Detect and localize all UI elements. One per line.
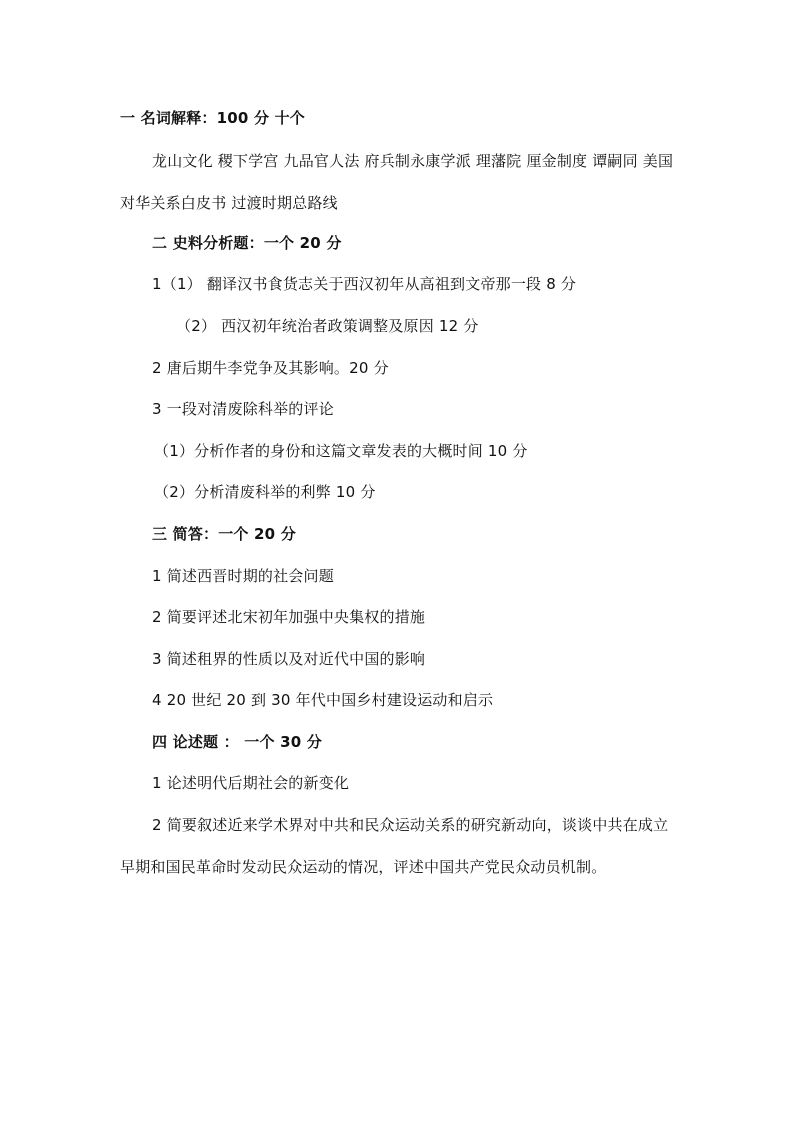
- section-2-item: （2） 西汉初年统治者政策调整及原因 12 分: [176, 317, 479, 335]
- section-3-item: 2 简要评述北宋初年加强中央集权的措施: [152, 608, 426, 626]
- section-3-heading: 三 简答：一个 20 分: [152, 525, 296, 543]
- section-3-item: 3 简述租界的性质以及对近代中国的影响: [152, 650, 426, 668]
- section-1-terms: 龙山文化 稷下学宫 九品官人法 府兵制永康学派 理藩院 厘金制度 谭嗣同 美国对华关系白皮书 过渡时期总路线: [120, 152, 674, 212]
- section-2-item: （2）分析清废科举的利弊 10 分: [154, 483, 376, 501]
- section-2-item: 2 唐后期牛李党争及其影响。20 分: [152, 359, 389, 377]
- section-2-item: 1（1） 翻译汉书食货志关于西汉初年从高祖到文帝那一段 8 分: [152, 275, 577, 293]
- section-2-item: 3 一段对清废除科举的评论: [152, 400, 334, 418]
- section-3-item: 4 20 世纪 20 到 30 年代中国乡村建设运动和启示: [152, 691, 494, 709]
- section-3-item: 1 简述西晋时期的社会问题: [152, 567, 334, 585]
- section-1-heading: 一 名词解释：100 分 十个: [120, 109, 305, 127]
- section-2-item: （1）分析作者的身份和这篇文章发表的大概时间 10 分: [154, 442, 528, 460]
- section-2-heading: 二 史料分析题：一个 20 分: [152, 234, 342, 252]
- section-4-item: 2 简要叙述近来学术界对中共和民众运动关系的研究新动向，谈谈中共在成立早期和国民革命时发动民众运动的情况，评述中国共产党民众动员机制。: [120, 816, 669, 876]
- section-4-item: 1 论述明代后期社会的新变化: [152, 774, 350, 792]
- section-4-heading: 四 论述题 ： 一个 30 分: [152, 733, 322, 751]
